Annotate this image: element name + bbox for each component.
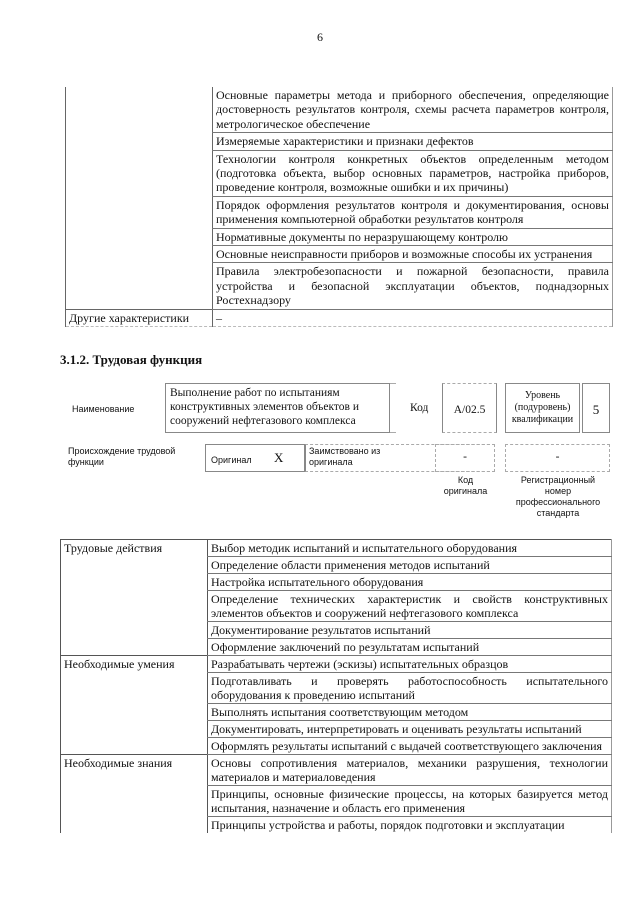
table-cell: Принципы устройства и работы, порядок подготовки и эксплуатации [208,817,612,834]
table-cell: Выполнять испытания соответствующим методом [208,704,612,721]
group-label: Необходимые умения [61,656,208,755]
table-row [61,755,612,786]
table-row [66,87,613,133]
original-label: Оригинал [211,455,252,465]
table-row [66,263,613,309]
table-row [66,196,613,228]
table-cell: Основные неисправности приборов и возможные способы их устранения [213,246,613,263]
page-number: 6 [317,30,323,44]
table-row [66,246,613,263]
table-cell: Правила электробезопасности и пожарной безопасности, правила устройства и безопасной эксплуатации объектов, поднадзорных Ростехнадзору [213,263,613,309]
table-cell: Определение области применения методов испытаний [208,557,612,574]
table-row [66,309,613,326]
table-cell: Подготавливать и проверять работоспособность испытательного оборудования к проведению испытаний [208,673,612,704]
table-row [66,150,613,196]
table-cell: Основные параметры метода и приборного обеспечения, определяющие достоверность результатов контроля, схемы расчета параметров контроля, метрологическое обеспечение [213,87,613,133]
table-cell: Настройка испытательного оборудования [208,574,612,591]
other-characteristics-label: Другие характеристики [66,309,213,326]
table-row [66,133,613,150]
section-heading: 3.1.2. Трудовая функция [60,352,203,367]
code-original-value: - [435,444,495,472]
knowledge-continuation-table [65,87,613,327]
reg-number-caption: Регистрационный номер профессионального стандарта [515,475,601,518]
reg-number-value: - [505,444,610,472]
table-cell: Разрабатывать чертежи (эскизы) испытательных образцов [208,656,612,673]
labour-function-table [60,539,612,833]
name-label: Наименование [72,404,135,414]
table-cell: Основы сопротивления материалов, механики разрушения, технологии материалов и материаловедения [208,755,612,786]
level-value: 5 [582,383,610,433]
table-cell: Технологии контроля конкретных объектов определенным методом (подготовка объекта, выбор основных параметров, настройка приборов, проведение контроля, возможные ошибки и их причины) [213,150,613,196]
name-value: Выполнение работ по испытаниям конструктивных элементов объектов и сооружений нефтегазового комплекса [165,383,390,433]
code-value: А/02.5 [442,383,497,433]
table-cell: Оформлять результаты испытаний с выдачей соответствующего заключения [208,738,612,755]
table-cell: Нормативные документы по неразрушающему контролю [213,228,613,245]
code-original-caption: Код оригинала [443,475,488,496]
table-cell: Документировать, интерпретировать и оценивать результаты испытаний [208,721,612,738]
group-label: Трудовые действия [61,540,208,656]
table-cell: Оформление заключений по результатам испытаний [208,639,612,656]
origin-label: Происхождение трудовой функции [68,446,176,467]
table-cell: Принципы, основные физические процессы, на которых базируется метод испытания, назначение и область его применения [208,786,612,817]
table-row [66,228,613,245]
level-label: Уровень (подуровень) квалификации [505,383,580,433]
table-row [61,656,612,673]
table-cell: Определение технических характеристик и свойств конструктивных элементов объектов и сооружений нефтегазового комплекса [208,591,612,622]
original-mark: X [274,450,284,465]
table-row [61,540,612,557]
group-label: Необходимые знания [61,755,208,834]
borrowed-label: Заимствовано из оригинала [309,446,381,467]
code-label: Код [410,402,429,414]
other-characteristics-value: – [213,309,613,326]
table-cell: Порядок оформления результатов контроля и документирования, основы применения компьютерной обработки результатов контроля [213,196,613,228]
table-cell: Выбор методик испытаний и испытательного оборудования [208,540,612,557]
table-cell: Измеряемые характеристики и признаки дефектов [213,133,613,150]
table-cell: Документирование результатов испытаний [208,622,612,639]
function-header [60,380,615,530]
